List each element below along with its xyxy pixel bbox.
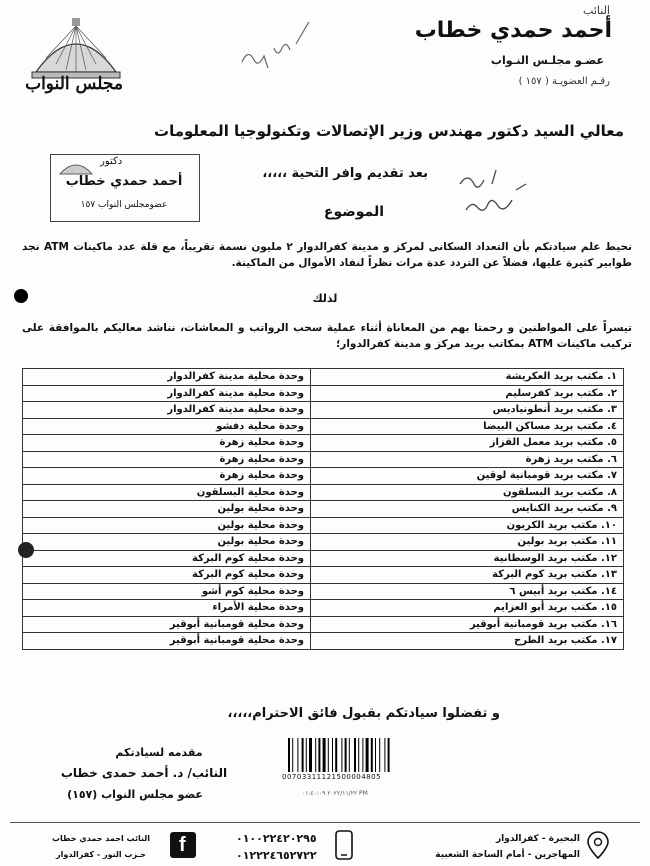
post-office-name: ١٦. مكتب بريد قومبانية أبوقير <box>311 616 624 633</box>
local-unit-name: وحدة محلية بولين <box>23 501 311 518</box>
table-row <box>23 468 624 485</box>
barcode-number: 00703311121500004805 <box>282 773 382 781</box>
table-row <box>23 435 624 452</box>
stamp-name: أحمد حمدي خطاب <box>65 174 183 189</box>
post-office-name: ١٣. مكتب بريد كوم البركة <box>311 567 624 584</box>
table-row <box>23 402 624 419</box>
table-row <box>23 517 624 534</box>
post-office-name: ٢. مكتب بريد كفرسليم <box>311 385 624 402</box>
post-office-name: ١٠. مكتب بريد الكريون <box>311 517 624 534</box>
post-office-name: ١٥. مكتب بريد أبو العزايم <box>311 600 624 617</box>
table-row <box>23 583 624 600</box>
table-row <box>23 534 624 551</box>
post-office-name: ١٤. مكتب بريد أبيس ٦ <box>311 583 624 600</box>
greeting-line: بعد تقديم وافر التحية ،،،،، <box>262 166 428 181</box>
stamp-dome-icon <box>56 156 96 176</box>
footer-divider <box>10 822 640 823</box>
local-unit-name: وحدة محلية زهرة <box>23 435 311 452</box>
local-unit-name: وحدة محلية زهرة <box>23 451 311 468</box>
signature-line-3: عضو مجلس النواب (١٥٧) <box>67 788 203 801</box>
stamp-title: دكتور <box>100 156 123 167</box>
paragraph-request: تيسراً على المواطنين و رحمتا بهم من المعاناة أثناء عملية سحب الرواتب و المعاشات، نناشد معاليكم بالموافقة على تركيب ماكينات ATM بمكاتب بريد مركز و مدينة كفرالدوار؛ <box>22 322 632 350</box>
post-office-name: ٧. مكتب بريد قومبانية لوقين <box>311 468 624 485</box>
table-row <box>23 550 624 567</box>
table-row <box>23 616 624 633</box>
local-unit-name: وحدة محلية قومبانية أبوقير <box>23 616 311 633</box>
mp-title: النائب <box>583 4 610 17</box>
signature-line-2: النائب/ د. أحمد حمدى خطاب <box>60 766 228 780</box>
local-unit-name: وحدة محلية مدينة كفرالدوار <box>23 402 311 419</box>
therefore-heading: لذلك <box>312 292 338 305</box>
signature-line-1: مقدمه لسيادتكم <box>115 746 203 759</box>
post-office-name: ١٧. مكتب بريد الطرح <box>311 633 624 650</box>
table-row <box>23 418 624 435</box>
local-unit-name: وحدة محلية زهرة <box>23 468 311 485</box>
table-row <box>23 385 624 402</box>
local-unit-name: وحدة محلية البسلقون <box>23 484 311 501</box>
local-unit-name: وحدة محلية كوم البركة <box>23 567 311 584</box>
post-office-name: ٦. مكتب بريد زهرة <box>311 451 624 468</box>
membership-number: رقـم العضويـة ( ١٥٧ ) <box>518 76 610 87</box>
local-unit-name: وحدة محلية مدينة كفرالدوار <box>23 385 311 402</box>
footer-fb-name-2: حـزب النور - كفرالدوار <box>56 850 146 859</box>
logo-text: مجلس النواب <box>25 74 123 94</box>
post-offices-table <box>22 368 624 650</box>
post-office-name: ١١. مكتب بريد بولين <box>311 534 624 551</box>
handwritten-note-icon <box>452 162 542 224</box>
table-row <box>23 451 624 468</box>
footer-fb-name-1: النائب احمد حمدي خطاب <box>51 834 151 843</box>
local-unit-name: وحدة محلية كوم البركة <box>23 550 311 567</box>
local-unit-name: وحدة محلية قومبانية أبوقير <box>23 633 311 650</box>
barcode-icon <box>286 738 406 772</box>
local-unit-name: وحدة محلية الأمراء <box>23 600 311 617</box>
mobile-phone-icon <box>334 830 354 860</box>
footer-address-1: البحيرة - كفرالدوار <box>495 834 580 844</box>
subject-heading: الموضوع <box>323 204 384 220</box>
local-unit-name: وحدة محلية دفشو <box>23 418 311 435</box>
post-office-name: ٨. مكتب بريد البسلقون <box>311 484 624 501</box>
mp-name: أحمد حمدي خطاب <box>414 18 612 43</box>
facebook-icon: f <box>170 832 196 858</box>
hole-punch-mark <box>18 542 34 558</box>
footer-address-2: المهاجرين - أمام الساحة الشعبية <box>435 850 580 860</box>
table-row <box>23 600 624 617</box>
mp-role: عضـو مجلـس النـواب <box>490 54 604 67</box>
table-row <box>23 369 624 386</box>
location-pin-icon <box>586 830 610 860</box>
post-office-name: ٤. مكتب بريد مساكن البيضا <box>311 418 624 435</box>
post-office-name: ١٢. مكتب بريد الوسطانية <box>311 550 624 567</box>
paragraph-intro: نحيط علم سيادتكم بأن التعداد السكانى لمركز و مدينة كفرالدوار ٢ مليون نسمة تقريباً، مع قلة عدد ماكينات ATM نجد طوابير كثيرة عليها، فضلاً عن التردد عدة مرات نظراً لنفاد الأموال من الماكينة. <box>22 241 633 269</box>
footer-phone-1: ٠١٠٠٢٢٤٢٠٢٩٥ <box>236 832 317 845</box>
handwriting-scribble-icon <box>236 22 316 82</box>
local-unit-name: وحدة محلية كوم أشو <box>23 583 311 600</box>
table-row <box>23 567 624 584</box>
table-row <box>23 633 624 650</box>
closing-line: و تفضلوا سيادتكم بقبول فائق الاحترام،،،،، <box>227 706 500 721</box>
table-row <box>23 484 624 501</box>
post-office-name: ١. مكتب بريد العكريشة <box>311 369 624 386</box>
footer-phone-2: ٠١٢٢٢٤٦٥٢٧٢٢ <box>236 849 317 862</box>
barcode-date: ٢٠٢٢/١١/٢٢ ٠١:٤٠:٠٩ PM <box>302 790 368 797</box>
local-unit-name: وحدة محلية بولين <box>23 534 311 551</box>
table-row <box>23 501 624 518</box>
post-office-name: ٥. مكتب بريد معمل القزاز <box>311 435 624 452</box>
addressee-line: معالي السيد دكتور مهندس وزير الإتصالات وتكنولوجيا المعلومات <box>154 122 624 140</box>
local-unit-name: وحدة محلية بولين <box>23 517 311 534</box>
post-office-name: ٩. مكتب بريد الكنايس <box>311 501 624 518</box>
local-unit-name: وحدة محلية مدينة كفرالدوار <box>23 369 311 386</box>
stamp-member: عضومجلس النواب ١٥٧ <box>80 200 168 210</box>
post-office-name: ٣. مكتب بريد أنطونياديس <box>311 402 624 419</box>
